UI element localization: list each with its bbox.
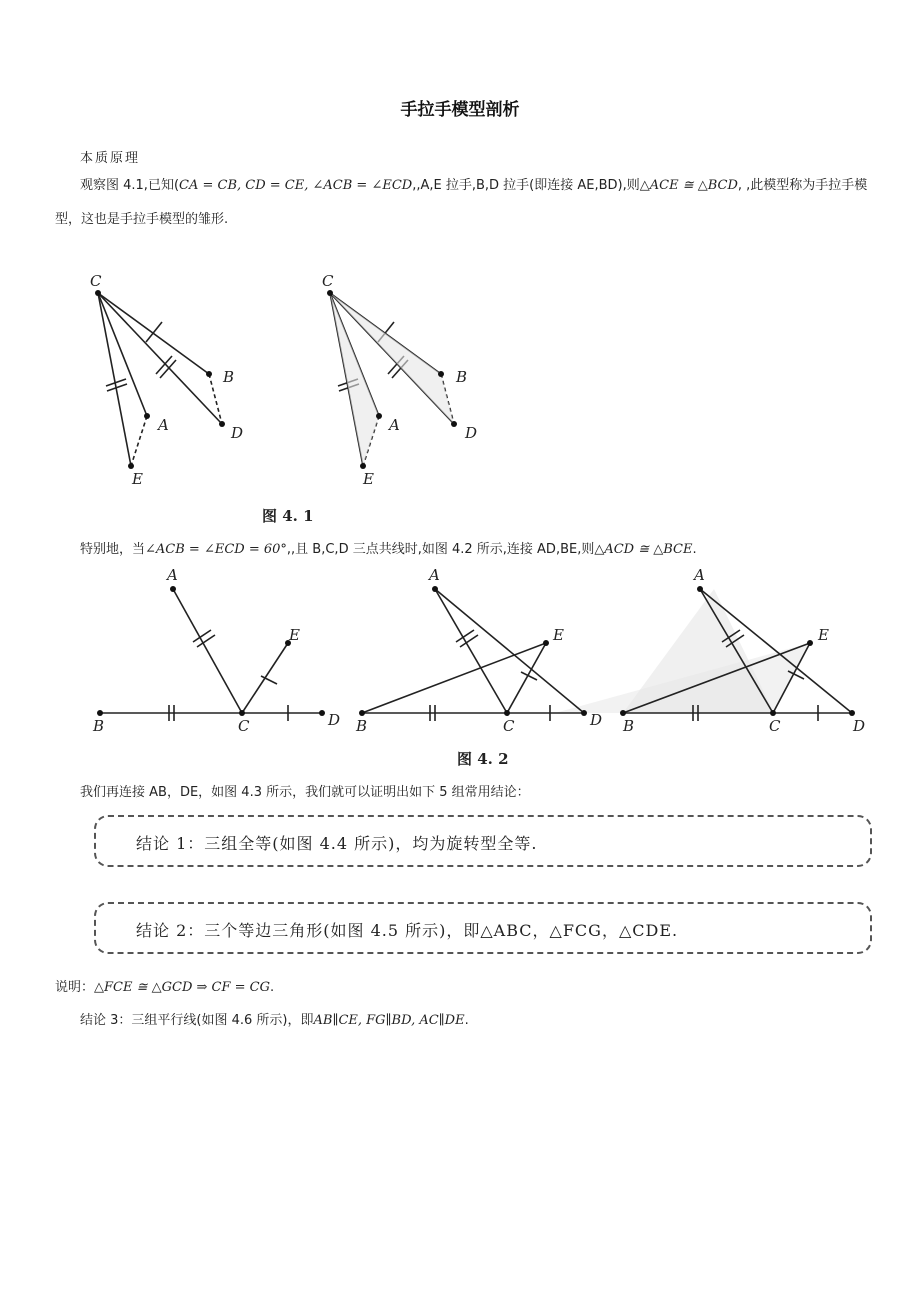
f2-label-b-3: B bbox=[623, 717, 635, 735]
f2-label-a-3: A bbox=[694, 566, 705, 584]
f2-label-a-2: A bbox=[429, 566, 440, 584]
f2-label-a: A bbox=[167, 566, 178, 584]
conclusion-2-text: 结论 2：三个等边三角形(如图 4.5 所示)，即△ABC，△FCG，△CDE. bbox=[136, 921, 679, 940]
figure-4-1 bbox=[60, 260, 520, 500]
paragraph-special bbox=[80, 540, 870, 560]
figure-4-1-caption: 图 4. 1 bbox=[262, 507, 314, 525]
conclusion-box-1 bbox=[94, 815, 872, 867]
note-text-b: . bbox=[270, 980, 275, 995]
label-d-2: D bbox=[465, 424, 478, 442]
note-line bbox=[55, 978, 274, 998]
f2-label-b-2: B bbox=[356, 717, 368, 735]
label-b-2: B bbox=[456, 368, 468, 386]
f2-label-b: B bbox=[93, 717, 105, 735]
label-e-2: E bbox=[363, 470, 374, 488]
para1-math-2: △ACE ≅ △BCD bbox=[639, 178, 738, 193]
f2-label-d: D bbox=[328, 711, 341, 729]
para2-text-a: 特别地，当 bbox=[80, 542, 146, 557]
f2-label-c-2: C bbox=[503, 717, 515, 735]
segment-cd bbox=[98, 293, 222, 424]
para1-text-b: ,,A,E 拉手,B,D 拉手(即连接 AE,BD),则 bbox=[412, 178, 640, 193]
paragraph-observe bbox=[80, 176, 870, 196]
f2-label-d-3: D bbox=[853, 717, 866, 735]
conclusion-3-line bbox=[80, 1011, 469, 1031]
conclusion-box-2 bbox=[94, 902, 872, 954]
label-c-2: C bbox=[322, 272, 334, 290]
f2-label-c-3: C bbox=[769, 717, 781, 735]
f2-label-e-3: E bbox=[818, 626, 829, 644]
para2-math-2: △ACD ≅ △BCE bbox=[594, 542, 693, 557]
para2-text-b: ,,且 B,C,D 三点共线时,如图 4.2 所示,连接 AD,BE,则 bbox=[286, 542, 595, 557]
note-math: △FCE ≅ △GCD ⇒ CF = CG bbox=[94, 980, 270, 995]
figure-4-2 bbox=[80, 565, 880, 740]
para2-math-1: ∠ACB = ∠ECD = 60° bbox=[145, 542, 287, 557]
f2-label-d-2: D bbox=[590, 711, 603, 729]
label-c: C bbox=[90, 272, 102, 290]
para1-text-a: 观察图 4.1,已知( bbox=[80, 178, 180, 193]
para4-math: AB∥CE, FG∥BD, AC∥DE bbox=[313, 1013, 465, 1028]
label-d: D bbox=[231, 424, 244, 442]
label-b: B bbox=[223, 368, 235, 386]
section-heading: 本质原理 bbox=[80, 151, 141, 166]
label-e: E bbox=[132, 470, 143, 488]
segment-ae-dashed bbox=[131, 416, 147, 466]
f2-label-e: E bbox=[289, 626, 300, 644]
paragraph-connect: 我们再连接 AB，DE，如图 4.3 所示，我们就可以证明出如下 5 组常用结论： bbox=[80, 785, 530, 800]
conclusion-1-text: 结论 1：三组全等(如图 4.4 所示)，均为旋转型全等. bbox=[136, 834, 538, 853]
page-title: 手拉手模型剖析 bbox=[400, 100, 520, 120]
f2-label-e-2: E bbox=[553, 626, 564, 644]
label-a: A bbox=[158, 416, 169, 434]
para1-text-c: , ,此模型称为手拉手模 bbox=[737, 178, 868, 193]
para4-text-a: 结论 3：三组平行线(如图 4.6 所示)，即 bbox=[80, 1013, 314, 1028]
note-text-a: 说明： bbox=[55, 980, 95, 995]
para2-text-c: . bbox=[692, 542, 697, 557]
label-a-2: A bbox=[389, 416, 400, 434]
para4-text-b: . bbox=[464, 1013, 469, 1028]
figure-4-2-caption: 图 4. 2 bbox=[457, 750, 509, 768]
para1-math-1: CA = CB, CD = CE, ∠ACB = ∠ECD bbox=[179, 178, 413, 193]
f2-label-c: C bbox=[238, 717, 250, 735]
paragraph-observe-cont: 型，这也是手拉手模型的雏形. bbox=[55, 212, 229, 227]
